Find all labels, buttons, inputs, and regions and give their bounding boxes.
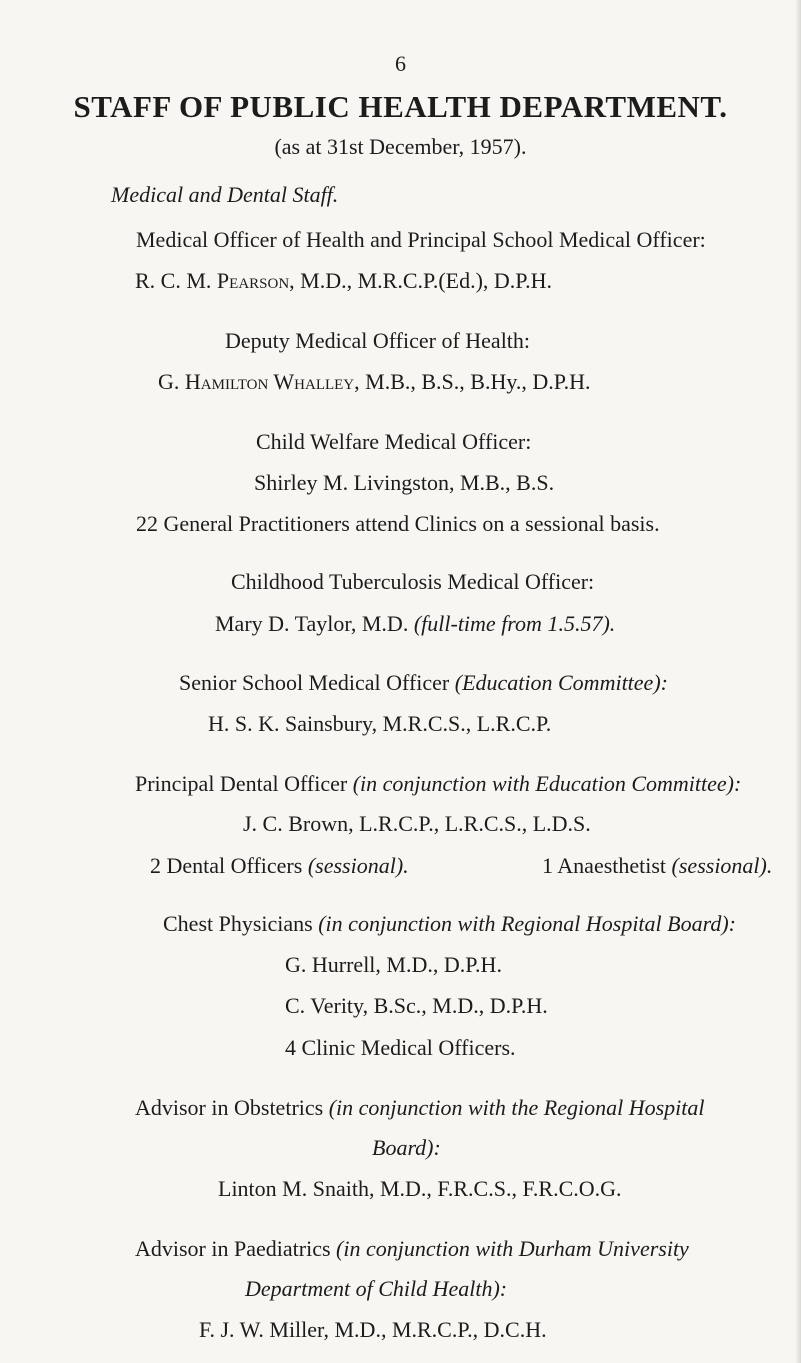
chest-name-2: C. Verity, B.Sc., M.D., D.P.H. xyxy=(285,993,548,1018)
tb-name: Mary D. Taylor, M.D. (full-time from 1.5.57). xyxy=(215,611,616,636)
page-title: STAFF OF PUBLIC HEALTH DEPARTMENT. xyxy=(73,89,728,124)
obst-name: Linton M. Snaith, M.D., F.R.C.S., F.R.C.O.G. xyxy=(218,1176,622,1201)
obst-role: Advisor in Obstetrics (in conjunction with the Regional Hospital xyxy=(135,1095,705,1120)
page-edge-shadow xyxy=(795,0,801,1363)
chest-role: Chest Physicians (in conjunction with Regional Hospital Board): xyxy=(163,911,736,936)
chest-name-3: 4 Clinic Medical Officers. xyxy=(285,1035,516,1060)
moh-name: R. C. M. Pearson, M.D., M.R.C.P.(Ed.), D.P.H. xyxy=(135,268,552,293)
date-line: (as at 31st December, 1957). xyxy=(274,134,527,159)
gp-note: 22 General Practitioners attend Clinics on a sessional basis. xyxy=(136,511,660,536)
deputy-name: G. Hamilton Whalley, M.B., B.S., B.Hy., D.P.H. xyxy=(158,369,591,394)
pdo-role: Principal Dental Officer (in conjunction with Education Committee): xyxy=(135,771,742,796)
cwmo-role: Child Welfare Medical Officer: xyxy=(256,429,532,454)
deputy-role: Deputy Medical Officer of Health: xyxy=(225,328,531,353)
chest-name-1: G. Hurrell, M.D., D.P.H. xyxy=(285,952,502,977)
obst-note-2: Board): xyxy=(372,1135,441,1160)
tb-role: Childhood Tuberculosis Medical Officer: xyxy=(231,569,595,594)
anaesthetist: 1 Anaesthetist (sessional). xyxy=(542,853,773,878)
paed-role: Advisor in Paediatrics (in conjunction with Durham University xyxy=(135,1236,689,1261)
pdo-name: J. C. Brown, L.R.C.P., L.R.C.S., L.D.S. xyxy=(243,811,591,836)
paed-note-2: Department of Child Health): xyxy=(245,1276,508,1301)
moh-role: Medical Officer of Health and Principal School Medical Officer: xyxy=(136,227,706,252)
section-heading: Medical and Dental Staff. xyxy=(111,182,339,207)
dental-officers: 2 Dental Officers (sessional). xyxy=(150,853,409,878)
paed-name: F. J. W. Miller, M.D., M.R.C.P., D.C.H. xyxy=(199,1317,547,1342)
cwmo-name: Shirley M. Livingston, M.B., B.S. xyxy=(254,470,555,495)
ssmo-role: Senior School Medical Officer (Education Committee): xyxy=(179,670,668,695)
page-number: 6 xyxy=(395,51,406,76)
ssmo-name: H. S. K. Sainsbury, M.R.C.S., L.R.C.P. xyxy=(208,711,552,736)
